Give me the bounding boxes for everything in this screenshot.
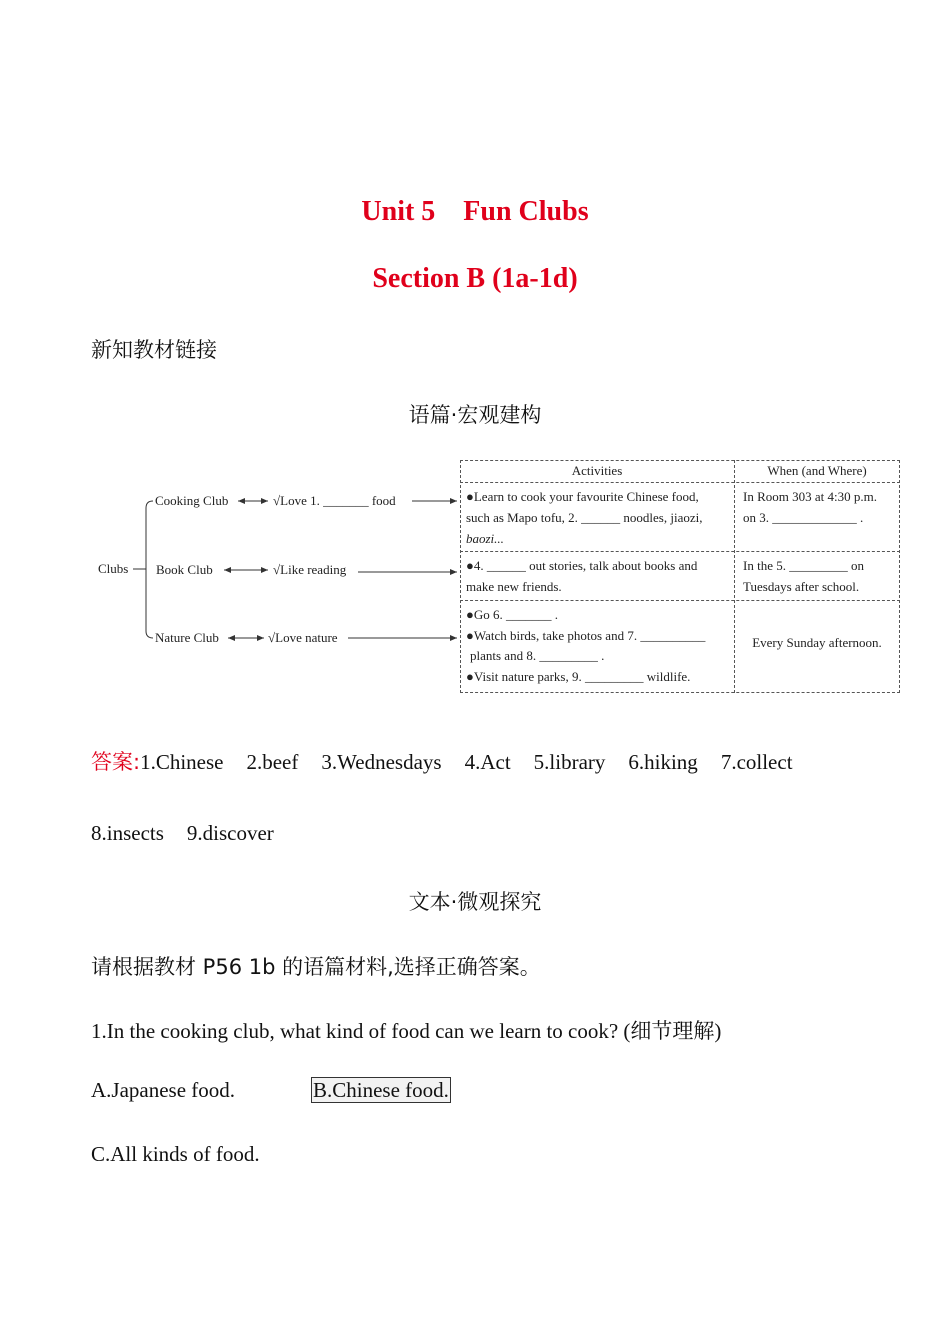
instruction: 请根据教材 P56 1b 的语篇材料,选择正确答案。 (91, 955, 541, 979)
activity-line: ●Watch birds, take photos and 7. __________ (466, 627, 706, 643)
activity-line: baozi... (466, 531, 504, 546)
option-b[interactable]: B.Chinese food. (313, 1078, 449, 1102)
unit-title-text: Unit 5 Fun Clubs (361, 196, 589, 227)
activity-line: make new friends. (466, 579, 562, 594)
answer-item: 2.beef (246, 750, 299, 774)
answers-label: 答案: (91, 750, 141, 774)
reason-nature: √Love nature (268, 630, 338, 645)
answer-item: 4.Act (464, 750, 511, 774)
club-cooking: Cooking Club (155, 493, 229, 508)
table-row-divider (460, 600, 900, 601)
activity-line: plants and 8. _________ . (470, 648, 605, 663)
answer-item: 5.library (533, 750, 606, 774)
club-nature: Nature Club (155, 630, 219, 645)
row-nature-activities (466, 605, 705, 687)
answer-item: 6.hiking (628, 750, 698, 774)
when-line: Tuesdays after school. (743, 579, 860, 594)
table-header-divider (460, 482, 900, 483)
when-line: on 3. _____________ . (743, 510, 864, 525)
answer-item: 7.collect (720, 750, 793, 774)
when-line: Every Sunday afternoon. (752, 635, 882, 650)
header-when: When (and Where) (767, 463, 867, 478)
row-book-when (743, 555, 864, 597)
row-cooking-when (743, 486, 877, 528)
activity-line: ●Go 6. _______ . (466, 607, 558, 622)
macro-heading: 语篇·宏观建构 (408, 403, 542, 427)
diagram-root: Clubs (98, 561, 129, 576)
answer-item: 9.discover (186, 821, 274, 845)
reason-book: √Like reading (273, 562, 347, 577)
answers-line-1 (91, 746, 816, 776)
activity-line: ●Learn to cook your favourite Chinese food, (466, 489, 699, 504)
option-b-selected[interactable] (311, 1078, 451, 1103)
table-row-divider (460, 551, 900, 552)
answer-item: 3.Wednesdays (321, 750, 442, 774)
row-book-activities (466, 555, 697, 597)
header-activities: Activities (571, 463, 623, 478)
row-nature-when (734, 632, 900, 653)
answers-line-2 (91, 821, 297, 846)
option-a[interactable]: A.Japanese food. (91, 1078, 236, 1102)
option-c[interactable]: C.All kinds of food. (91, 1142, 260, 1166)
question-text: 1.In the cooking club, what kind of food can we learn to cook? (细节理解) (91, 1019, 722, 1043)
micro-heading: 文本·微观探究 (408, 890, 542, 914)
row-cooking-activities (466, 486, 703, 549)
answer-item: 8.insects (91, 821, 164, 845)
section-heading: 新知教材链接 (91, 338, 217, 362)
activity-line: ●Visit nature parks, 9. _________ wildlife. (466, 668, 691, 684)
activity-line: ●4. ______ out stories, talk about books and (466, 558, 698, 573)
when-line: In Room 303 at 4:30 p.m. (743, 489, 877, 504)
when-line: In the 5. _________ on (743, 558, 864, 573)
table-column-divider (734, 460, 735, 693)
section-title-text: Section B (1a-1d) (372, 263, 578, 294)
answer-item: 1.Chinese (140, 750, 224, 774)
club-book: Book Club (156, 562, 213, 577)
activity-line: such as Mapo tofu, 2. ______ noodles, jiaozi, (466, 510, 703, 525)
reason-cooking: √Love 1. _______ food (273, 493, 396, 508)
